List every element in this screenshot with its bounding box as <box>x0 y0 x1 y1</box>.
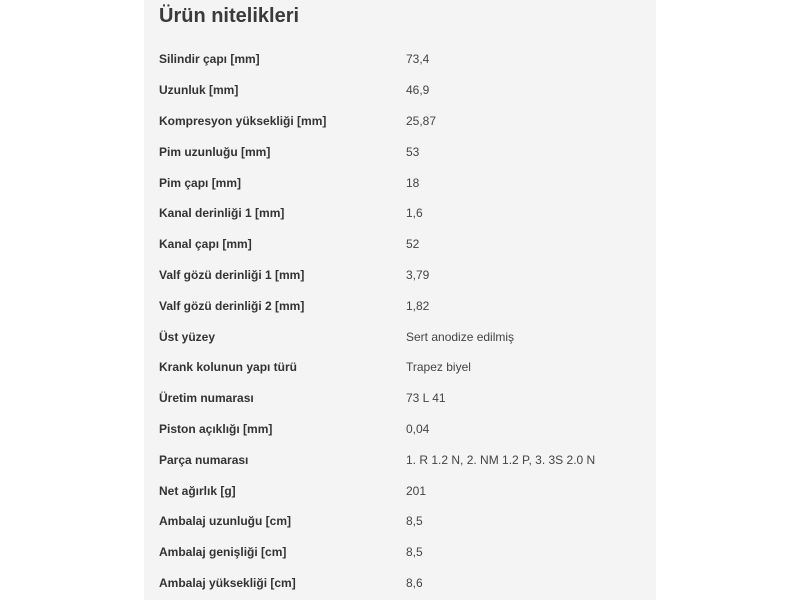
spec-value: 8,5 <box>406 514 423 529</box>
spec-label: Üretim numarası <box>159 391 254 406</box>
spec-label: Pim çapı [mm] <box>159 175 242 190</box>
spec-row <box>144 106 656 137</box>
spec-row <box>144 444 656 475</box>
spec-label: Kompresyon yüksekliği [mm] <box>159 113 327 128</box>
spec-row <box>144 167 656 198</box>
spec-label: Ambalaj uzunluğu [cm] <box>159 514 291 529</box>
spec-value: 201 <box>406 483 427 498</box>
spec-row <box>144 537 656 568</box>
spec-value: 1,6 <box>406 206 423 221</box>
spec-label: Parça numarası <box>159 452 249 467</box>
spec-row <box>144 568 656 599</box>
spec-value: 1,82 <box>406 298 430 313</box>
spec-label: Valf gözü derinliği 1 [mm] <box>159 267 305 282</box>
spec-value: 3,79 <box>406 267 430 282</box>
spec-label: Silindir çapı [mm] <box>159 52 260 67</box>
spec-label: Valf gözü derinliği 2 [mm] <box>159 298 305 313</box>
spec-value: 8,5 <box>406 545 423 560</box>
spec-row <box>144 475 656 506</box>
spec-row <box>144 136 656 167</box>
spec-row <box>144 75 656 106</box>
spec-label: Piston açıklığı [mm] <box>159 421 273 436</box>
spec-value: 8,6 <box>406 575 423 590</box>
spec-value: Trapez biyel <box>406 360 471 375</box>
spec-label: Kanal derinliği 1 [mm] <box>159 206 285 221</box>
spec-row <box>144 290 656 321</box>
spec-row <box>144 198 656 229</box>
spec-row <box>144 260 656 291</box>
spec-value: 46,9 <box>406 83 430 98</box>
spec-row <box>144 229 656 260</box>
spec-label: Pim uzunluğu [mm] <box>159 144 271 159</box>
spec-value: 0,04 <box>406 421 430 436</box>
spec-row <box>144 352 656 383</box>
spec-row <box>144 506 656 537</box>
spec-label: Ambalaj yüksekliği [cm] <box>159 575 296 590</box>
spec-value: 1. R 1.2 N, 2. NM 1.2 P, 3. 3S 2.0 N <box>406 452 596 467</box>
spec-value: 53 <box>406 144 420 159</box>
spec-value: 73,4 <box>406 52 430 67</box>
spec-value: 18 <box>406 175 420 190</box>
spec-row <box>144 321 656 352</box>
spec-row <box>144 414 656 445</box>
spec-label: Uzunluk [mm] <box>159 83 239 98</box>
spec-label: Üst yüzey <box>159 329 216 344</box>
spec-table <box>144 44 656 598</box>
spec-label: Krank kolunun yapı türü <box>159 360 298 375</box>
spec-label: Kanal çapı [mm] <box>159 237 252 252</box>
spec-value: 73 L 41 <box>406 391 446 406</box>
spec-value: Sert anodize edilmiş <box>406 329 515 344</box>
spec-row <box>144 44 656 75</box>
spec-value: 52 <box>406 237 420 252</box>
product-attributes-panel <box>144 0 656 600</box>
spec-label: Net ağırlık [g] <box>159 483 236 498</box>
section-title: Ürün nitelikleri <box>159 5 300 27</box>
spec-value: 25,87 <box>406 113 437 128</box>
spec-label: Ambalaj genişliği [cm] <box>159 545 287 560</box>
spec-row <box>144 383 656 414</box>
